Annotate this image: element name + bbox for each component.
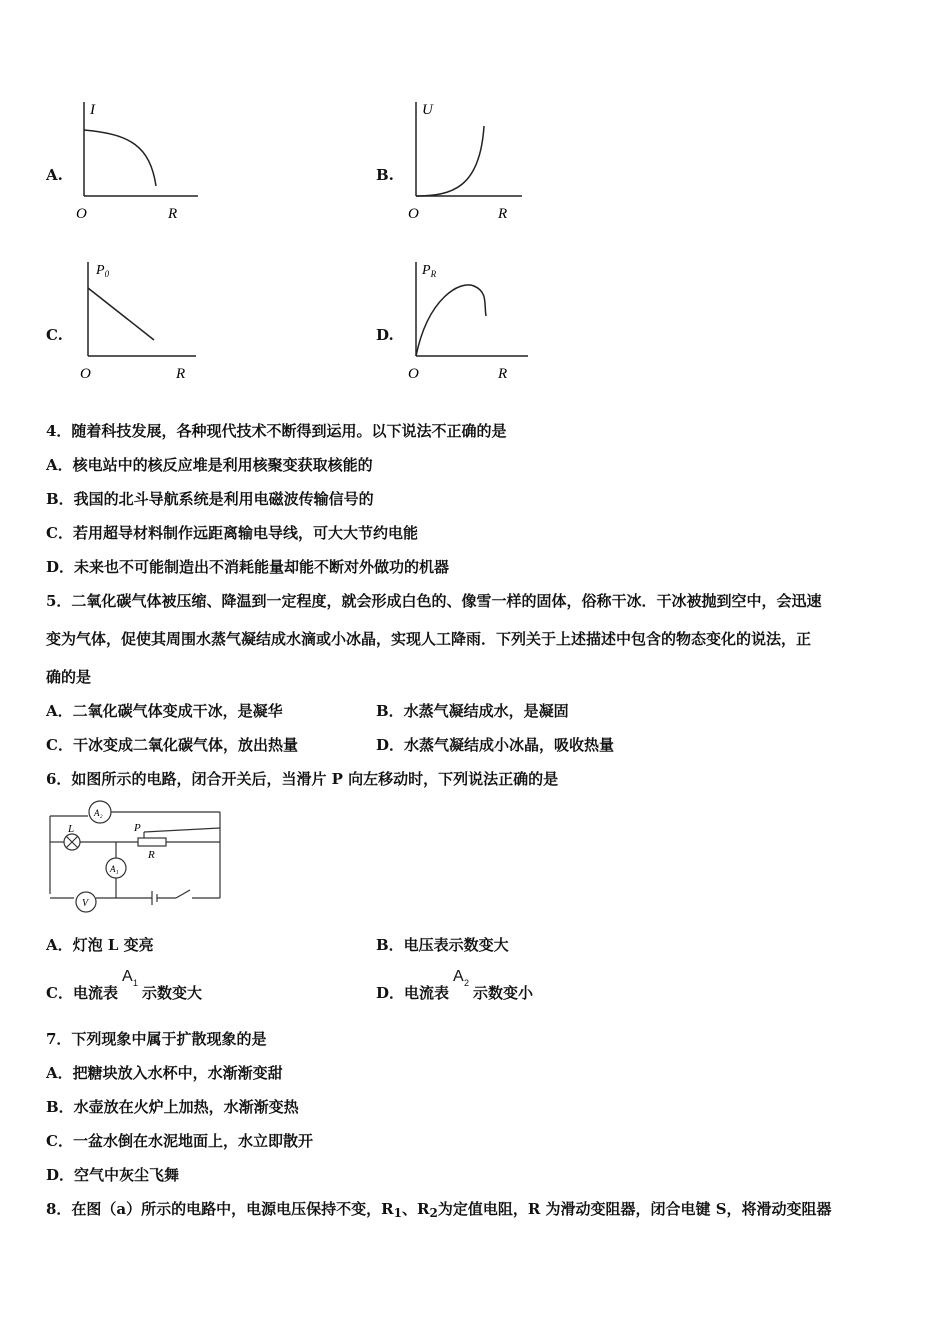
q6-slider-label: P (134, 822, 141, 834)
graph-a-origin: O (76, 206, 87, 222)
graph-a-y-label: I (90, 102, 95, 118)
graph-d-label: D. (376, 326, 394, 344)
graph-b-label: B. (376, 166, 394, 184)
q5-option-b: B．水蒸气凝结成水，是凝固 (376, 702, 569, 720)
graph-a-x-label: R (168, 206, 178, 222)
q7-option-d: D．空气中灰尘飞舞 (46, 1166, 180, 1184)
graph-d (402, 258, 542, 388)
q5-option-a: A．二氧化碳气体变成干冰，是凝华 (46, 702, 283, 720)
graph-b-origin: O (408, 206, 419, 222)
q4-option-d: D．未来也不可能制造出不消耗能量却能不断对外做功的机器 (46, 558, 450, 576)
q5-option-c: C．干冰变成二氧化碳气体，放出热量 (46, 736, 298, 754)
graph-a (70, 98, 210, 228)
q8-stem: 8．在图（a）所示的电路中，电源电压保持不变，$R_1$、$R_2$为定值电阻，R 为滑动变阻器，闭合电键 S，将滑动变阻器 (46, 1200, 832, 1220)
q5-stem-line-2: 变为气体，促使其周围水蒸气凝结成水滴或小冰晶，实现人工降雨．下列关于上述描述中包含的物态变化的说法，正 (46, 630, 812, 648)
q7-option-b: B．水壶放在火炉上加热，水渐渐变热 (46, 1098, 299, 1116)
svg-text:P0 (95, 263, 110, 279)
graph-c-label: C. (46, 326, 63, 344)
graph-c-y-label: P (96, 263, 105, 278)
svg-text:PR (421, 263, 437, 279)
graph-d-y-sub: R (430, 269, 437, 279)
q6-option-d-suffix: 示数变小 (473, 984, 534, 1002)
graph-b (402, 98, 542, 228)
q6-circuit-diagram (44, 798, 234, 918)
graph-c (74, 258, 214, 388)
q5-stem-line-1: 5．二氧化碳气体被压缩、降温到一定程度，就会形成白色的、像雪一样的固体，俗称干冰．干冰被抛到空中，会迅速 (46, 592, 822, 610)
q7-stem: 7．下列现象中属于扩散现象的是 (46, 1030, 267, 1048)
graph-b-x-label: R (498, 206, 508, 222)
q7-option-a: A．把糖块放入水杯中，水渐渐变甜 (46, 1064, 283, 1082)
q4-option-b: B．我国的北斗导航系统是利用电磁波传输信号的 (46, 490, 374, 508)
graph-c-y-sub: 0 (104, 269, 110, 279)
q6-option-a: A．灯泡 L 变亮 (46, 936, 154, 954)
graph-a-label: A. (46, 166, 63, 184)
q6-stem: 6．如图所示的电路，闭合开关后，当滑片 P 向左移动时，下列说法正确的是 (46, 770, 559, 788)
q6-ammeter-a1-label: A₁ (110, 864, 119, 874)
q6-option-c-prefix: C．电流表 (46, 984, 118, 1002)
q5-option-d: D．水蒸气凝结成小冰晶，吸收热量 (376, 736, 615, 754)
graph-c-x-label: R (176, 366, 186, 382)
graph-c-origin: O (80, 366, 91, 382)
q6-option-d-prefix: D．电流表 (376, 984, 450, 1002)
q4-option-c: C．若用超导材料制作远距离输电导线，可大大节约电能 (46, 524, 418, 542)
q4-option-a: A．核电站中的核反应堆是利用核聚变获取核能的 (46, 456, 373, 474)
graph-d-origin: O (408, 366, 419, 382)
q5-stem-line-3: 确的是 (46, 668, 92, 686)
q6-voltmeter-label: V (82, 898, 89, 909)
q6-option-c-suffix: 示数变大 (141, 984, 202, 1002)
q6-ammeter-a1-symbol: A 1 (121, 968, 138, 988)
q7-option-c: C．一盆水倒在水泥地面上，水立即散开 (46, 1132, 313, 1150)
q6-ammeter-a2-symbol: A 2 (453, 968, 470, 988)
q6-option-b: B．电压表示数变大 (376, 936, 509, 954)
graph-d-y-label: P (422, 263, 431, 278)
q6-option-c (46, 968, 202, 1003)
graph-b-y-label: U (422, 102, 433, 118)
q4-stem: 4．随着科技发展，各种现代技术不断得到运用。以下说法不正确的是 (46, 422, 507, 440)
q6-ammeter-a2-label: A₂ (94, 808, 103, 818)
q6-rheostat-label: R (148, 849, 155, 861)
q6-lamp-label: L (68, 823, 75, 835)
q6-option-d (376, 968, 534, 1003)
graph-d-x-label: R (498, 366, 508, 382)
